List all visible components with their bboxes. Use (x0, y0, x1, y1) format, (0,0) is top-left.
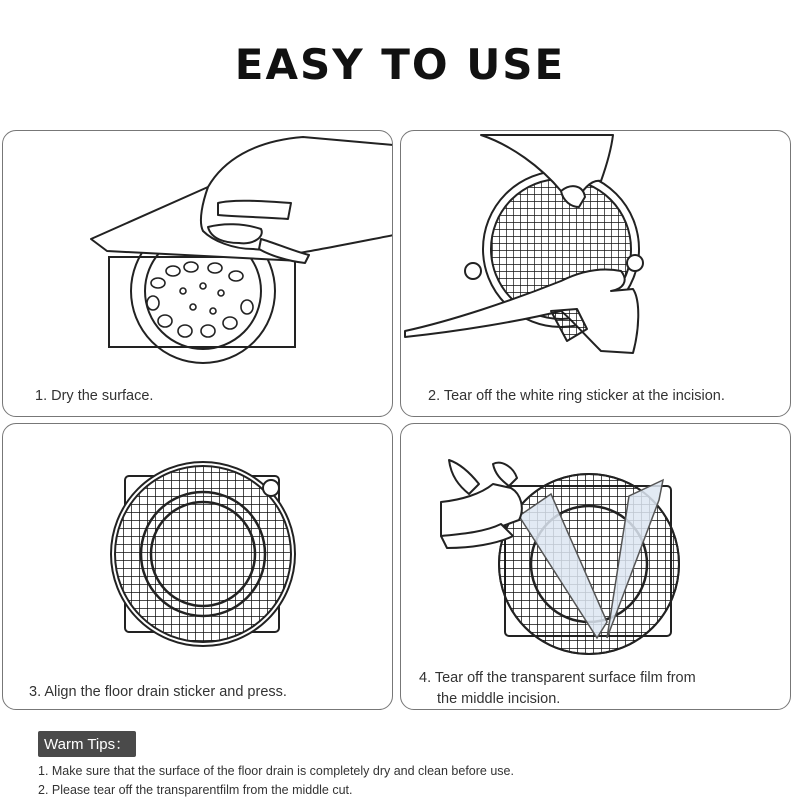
step-4-caption (419, 668, 696, 710)
tip-item: 2. Please tear off the transparentfilm from the middle cut. (38, 783, 353, 797)
hand-tearing-film-icon (441, 460, 522, 548)
step-3-panel (2, 423, 393, 710)
step-1-panel (2, 130, 393, 417)
page-title: EASY TO USE (234, 40, 566, 89)
hand-wiping-icon (91, 137, 393, 263)
tip-item: 1. Make sure that the surface of the floor drain is completely dry and clean before use. (38, 764, 514, 778)
step-3-illustration (3, 424, 393, 674)
step-3-caption: 3. Align the floor drain sticker and press. (29, 684, 287, 700)
step-1-illustration (3, 131, 393, 381)
step-1-caption: 1. Dry the surface. (35, 388, 154, 404)
step-2-caption: 2. Tear off the white ring sticker at the incision. (428, 388, 725, 404)
step-2-panel (400, 130, 791, 417)
step-4-caption-line-2: the middle incision. (437, 691, 561, 707)
warm-tips-label: Warm Tips： (38, 731, 136, 757)
step-2-illustration (401, 131, 791, 381)
mesh-sticker-icon (111, 462, 295, 646)
step-4-illustration (401, 424, 791, 674)
step-4-caption-line-1: 4. Tear off the transparent surface film from (419, 670, 696, 686)
step-4-panel (400, 423, 791, 710)
